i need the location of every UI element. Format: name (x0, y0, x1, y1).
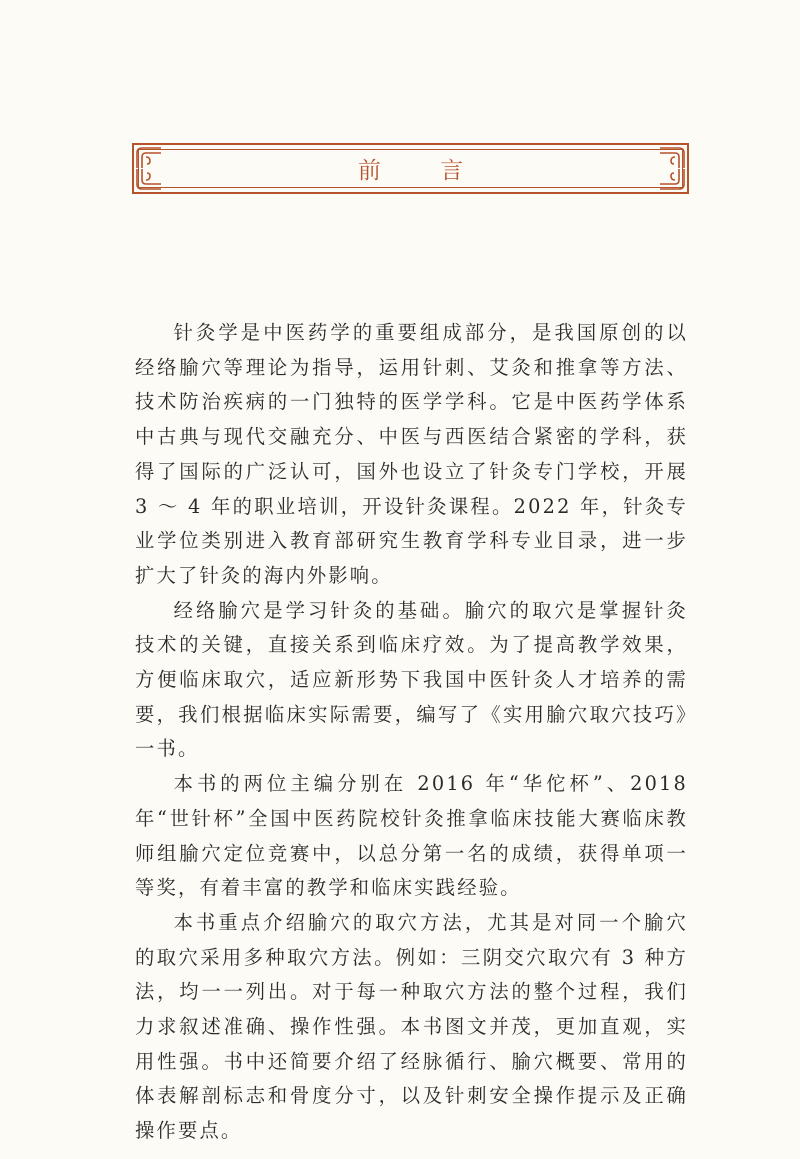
page-title: 前 言 (357, 158, 490, 184)
paragraph: 经络腧穴是学习针灸的基础。腧穴的取穴是掌握针灸技术的关键，直接关系到临床疗效。为了提高教学效果，方便临床取穴，适应新形势下我国中医针灸人才培养的需要，我们根据临床实际需要，编写了《实用腧穴取穴技巧》一书。 (135, 598, 688, 761)
paragraph: 针灸学是中医药学的重要组成部分，是我国原创的以经络腧穴等理论为指导，运用针刺、艾灸和推拿等方法、技术防治疾病的一门独特的医学学科。它是中医药学体系中古典与现代交融充分、中医与西医结合紧密的学科，获得了国际的广泛认可，国外也设立了针灸专门学校，开展 3 ～ 4 年的职业培训，开设针灸课程。2022 年，针灸专业学位类别进入教育部研究生教育学科专业目录，进一步扩大了针灸的海内外影响。 (135, 321, 688, 587)
title-frame (132, 143, 689, 194)
paragraph: 本书重点介绍腧穴的取穴方法，尤其是对同一个腧穴的取穴采用多种取穴方法。例如：三阴交穴取穴有 3 种方法，均一一列出。对于每一种取穴方法的整个过程，我们力求叙述准确、操作性强。本书图文并茂，更加直观，实用性强。书中还简要介绍了经脉循行、腧穴概要、常用的体表解剖标志和骨度分寸，以及针刺安全操作提示及正确操作要点。 (135, 910, 688, 1143)
preface-body (135, 316, 688, 1149)
paragraph: 本书的两位主编分别在 2016 年“华佗杯”、2018 年“世针杯”全国中医药院校针灸推拿临床技能大赛临床教师组腧穴定位竞赛中，以总分第一名的成绩，获得单项一等奖，有着丰富的教学和临床实践经验。 (135, 772, 688, 900)
